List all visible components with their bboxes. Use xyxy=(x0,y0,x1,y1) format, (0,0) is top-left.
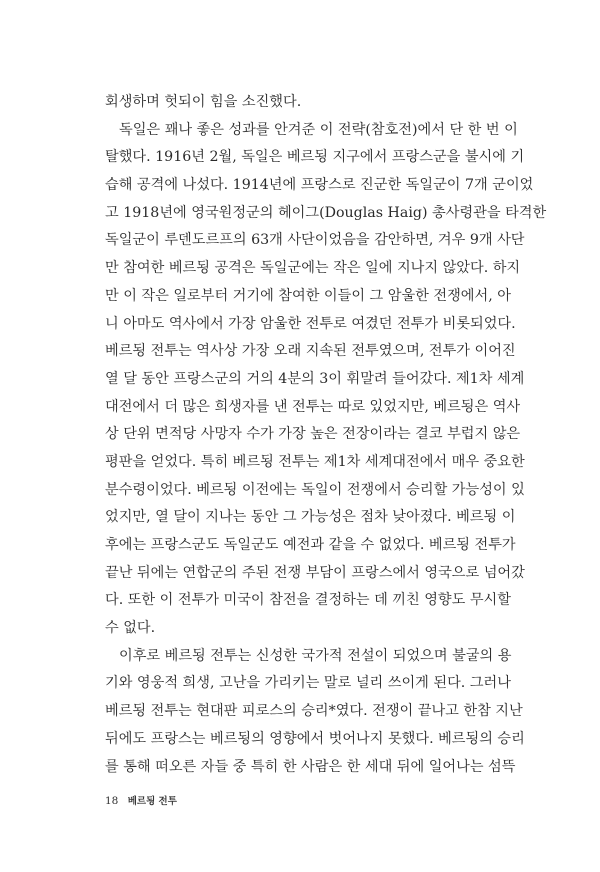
page-footer xyxy=(105,793,177,807)
page-number: 18 xyxy=(105,795,119,807)
text-line: 이후로 베르됭 전투는 신성한 국가적 전설이 되었으며 불굴의 용 xyxy=(119,647,512,664)
body-text xyxy=(105,89,547,781)
text-line: 었지만, 열 달이 지나는 동안 그 가능성은 점차 낮아졌다. 베르됭 이 xyxy=(105,509,516,526)
text-line: 수 없다. xyxy=(105,620,156,637)
text-line: 뒤에도 프랑스는 베르됭의 영향에서 벗어나지 못했다. 베르됭의 승리 xyxy=(105,730,525,747)
text-line: 독일은 꽤나 좋은 성과를 안겨준 이 전략(참호전)에서 단 한 번 이 xyxy=(119,121,518,138)
text-line: 만 이 작은 일로부터 거기에 참여한 이들이 그 암울한 전쟁에서, 아 xyxy=(105,287,511,304)
text-line: 만 참여한 베르됭 공격은 독일군에는 작은 일에 지나지 않았다. 하지 xyxy=(105,260,521,277)
text-line: 습해 공격에 나섰다. 1914년에 프랑스로 진군한 독일군이 7개 군이었 xyxy=(105,177,534,194)
text-line: 후에는 프랑스군도 독일군도 예전과 같을 수 없었다. 베르됭 전투가 xyxy=(105,537,516,553)
text-line: 대전에서 더 많은 희생자를 낸 전투는 따로 있었지만, 베르됭은 역사 xyxy=(105,398,521,415)
text-line: 베르됭 전투는 현대판 피로스의 승리*였다. 전쟁이 끝나고 한참 지난 xyxy=(105,703,523,720)
text-line: 니 아마도 역사에서 가장 암울한 전투로 여겼던 전투가 비롯되었다. xyxy=(105,315,516,332)
text-line: 독일군이 루덴도르프의 63개 사단이었음을 감안하면, 겨우 9개 사단 xyxy=(105,232,525,249)
text-line: 분수령이었다. 베르됭 이전에는 독일이 전쟁에서 승리할 가능성이 있 xyxy=(105,481,525,498)
text-line: 를 통해 떠오른 자들 중 특히 한 사람은 한 세대 뒤에 일어나는 섬뜩 xyxy=(105,758,516,775)
text-line: 평판을 얻었다. 특히 베르됭 전투는 제1차 세계대전에서 매우 중요한 xyxy=(105,453,525,470)
text-line: 상 단위 면적당 사망자 수가 가장 높은 전장이라는 결코 부럽지 않은 xyxy=(105,426,521,443)
text-line: 회생하며 헛되이 힘을 소진했다. xyxy=(105,94,302,110)
text-line: 고 1918년에 영국원정군의 헤이그(Douglas Haig) 총사령관을 타격한 xyxy=(105,204,547,221)
text-line: 열 달 동안 프랑스군의 거의 4분의 3이 휘말려 들어갔다. 제1차 세계 xyxy=(105,370,525,387)
text-line: 다. 또한 이 전투가 미국이 참전을 결정하는 데 끼친 영향도 무시할 xyxy=(105,592,511,609)
running-title: 베르됭 전투 xyxy=(127,796,177,807)
text-line: 탈했다. 1916년 2월, 독일은 베르됭 지구에서 프랑스군을 불시에 기 xyxy=(105,149,525,166)
text-line: 베르됭 전투는 역사상 가장 오래 지속된 전투였으며, 전투가 이어진 xyxy=(105,343,516,360)
text-line: 끝난 뒤에는 연합군의 주된 전쟁 부담이 프랑스에서 영국으로 넘어갔 xyxy=(105,564,525,581)
text-line: 기와 영웅적 희생, 고난을 가리키는 말로 널리 쓰이게 된다. 그러나 xyxy=(105,675,511,692)
